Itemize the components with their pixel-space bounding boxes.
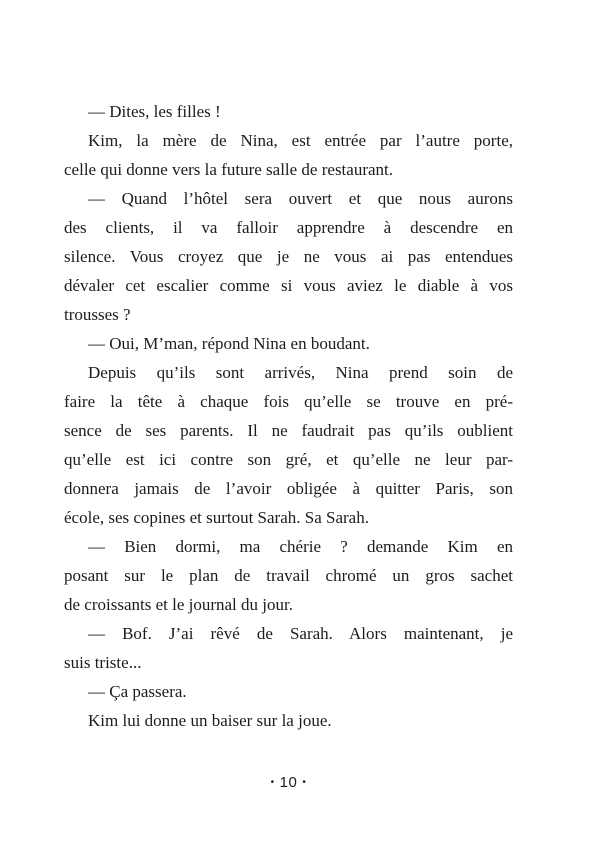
text-line: — Bof. J’ai rêvé de Sarah. Alors maintenant, je	[88, 624, 513, 643]
paragraph	[64, 532, 513, 619]
paragraph	[64, 619, 513, 677]
paragraph	[64, 184, 513, 329]
paragraph	[64, 677, 513, 706]
page-number: 10	[279, 774, 298, 791]
folio-bullet-right: •	[302, 777, 307, 788]
text-line: école, ses copines et surtout Sarah. Sa Sarah.	[64, 508, 369, 527]
text-line: celle qui donne vers la future salle de restaurant.	[64, 160, 394, 179]
text-line: — Ça passera.	[88, 682, 187, 701]
paragraph	[64, 97, 513, 126]
text-line: trousses ?	[64, 305, 131, 324]
text-line: posant sur le plan de travail chromé un gros sachet	[64, 566, 513, 585]
folio-bullet-left: •	[270, 777, 275, 788]
text-line: Kim, la mère de Nina, est entrée par l’autre porte,	[88, 131, 513, 150]
paragraph	[64, 358, 513, 532]
text-line: sence de ses parents. Il ne faudrait pas qu’ils oublient	[64, 421, 513, 440]
paragraph	[64, 706, 513, 735]
text-line: des clients, il va falloir apprendre à descendre en	[64, 218, 513, 237]
text-line: Depuis qu’ils sont arrivés, Nina prend soin de	[88, 363, 513, 382]
text-line: — Oui, M’man, répond Nina en boudant.	[88, 334, 370, 353]
text-line: faire la tête à chaque fois qu’elle se trouve en pré-	[64, 392, 513, 411]
text-line: silence. Vous croyez que je ne vous ai pas entendues	[64, 247, 513, 266]
text-line: qu’elle est ici contre son gré, et qu’elle ne leur par-	[64, 450, 513, 469]
text-line: — Dites, les filles !	[88, 102, 221, 121]
text-line: suis triste...	[64, 653, 142, 672]
text-line: — Bien dormi, ma chérie ? demande Kim en	[88, 537, 513, 556]
text-line: de croissants et le journal du jour.	[64, 595, 293, 614]
text-line: dévaler cet escalier comme si vous aviez le diable à vos	[64, 276, 513, 295]
paragraph	[64, 126, 513, 184]
page-footer	[64, 774, 513, 791]
text-line: — Quand l’hôtel sera ouvert et que nous aurons	[88, 189, 513, 208]
text-line: Kim lui donne un baiser sur la joue.	[88, 711, 332, 730]
page-text	[64, 97, 513, 735]
paragraph	[64, 329, 513, 358]
text-line: donnera jamais de l’avoir obligée à quitter Paris, son	[64, 479, 513, 498]
